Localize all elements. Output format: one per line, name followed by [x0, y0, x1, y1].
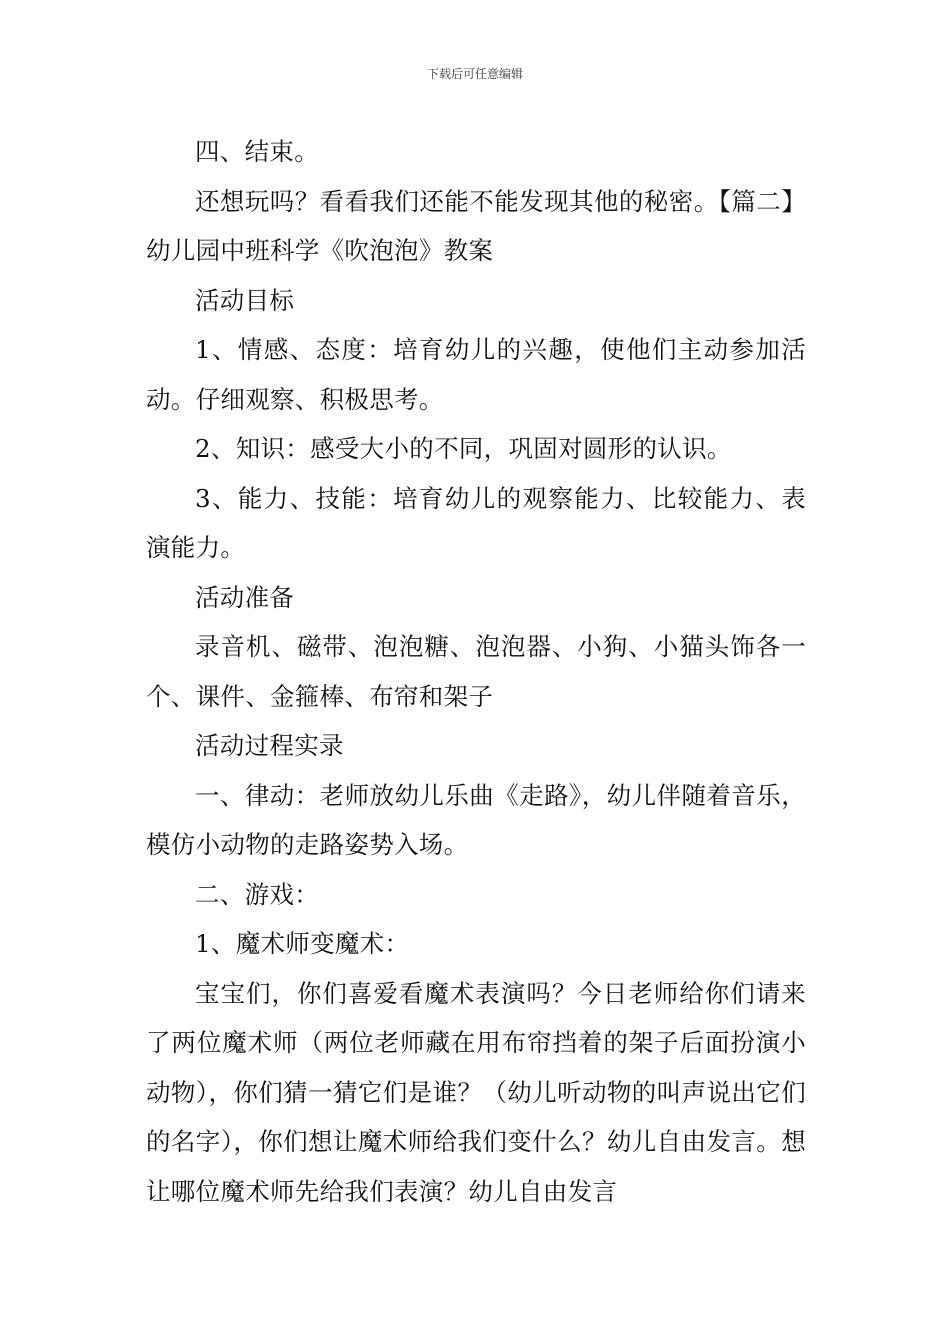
paragraph-goal-3: 3、能力、技能：培育幼儿的观察能力、比较能力、表演能力。 — [146, 483, 806, 562]
paragraph-goal-1: 1、情感、态度：培育幼儿的兴趣，使他们主动参加活动。仔细观察、积极思考。 — [146, 335, 806, 414]
paragraph-goal-2: 2、知识：感受大小的不同，巩固对圆形的认识。 — [195, 434, 732, 463]
paragraph-rhythm-activity: 一、律动：老师放幼儿乐曲《走路》，幼儿伴随着音乐，模仿小动物的走路姿势入场。 — [146, 780, 806, 859]
paragraph-goals-heading: 活动目标 — [195, 285, 295, 315]
paragraph-closing-question: 还想玩吗？看看我们还能不能发现其他的秘密。【篇二】幼儿园中班科学《吹泡泡》教案 — [146, 186, 806, 265]
paragraph-magic-heading: 1、魔术师变魔术： — [195, 929, 410, 958]
paragraph-preparation-materials: 录音机、磁带、泡泡糖、泡泡器、小狗、小猫头饰各一个、课件、金箍棒、布帘和架子 — [146, 632, 806, 711]
paragraph-game-heading: 二、游戏： — [195, 879, 319, 909]
paragraph-process-heading: 活动过程实录 — [195, 731, 344, 760]
paragraph-magic-description: 宝宝们，你们喜爱看魔术表演吗？今日老师给你们请来了两位魔术师（两位老师藏在用布帘挡着的架子后面扮演小动物），你们猜一猜它们是谁？（幼儿听动物的叫声说出它们的名字），你们想让魔术师给我们变什么？幼儿自由发言。想让哪位魔术师先给我们表演？幼儿自由发言 — [146, 978, 806, 1206]
paragraph-preparation-heading: 活动准备 — [195, 582, 295, 612]
document-body — [146, 127, 806, 1216]
page-header-note: 下载后可任意编辑 — [426, 67, 523, 81]
paragraph-conclusion-heading: 四、结束。 — [195, 137, 319, 166]
